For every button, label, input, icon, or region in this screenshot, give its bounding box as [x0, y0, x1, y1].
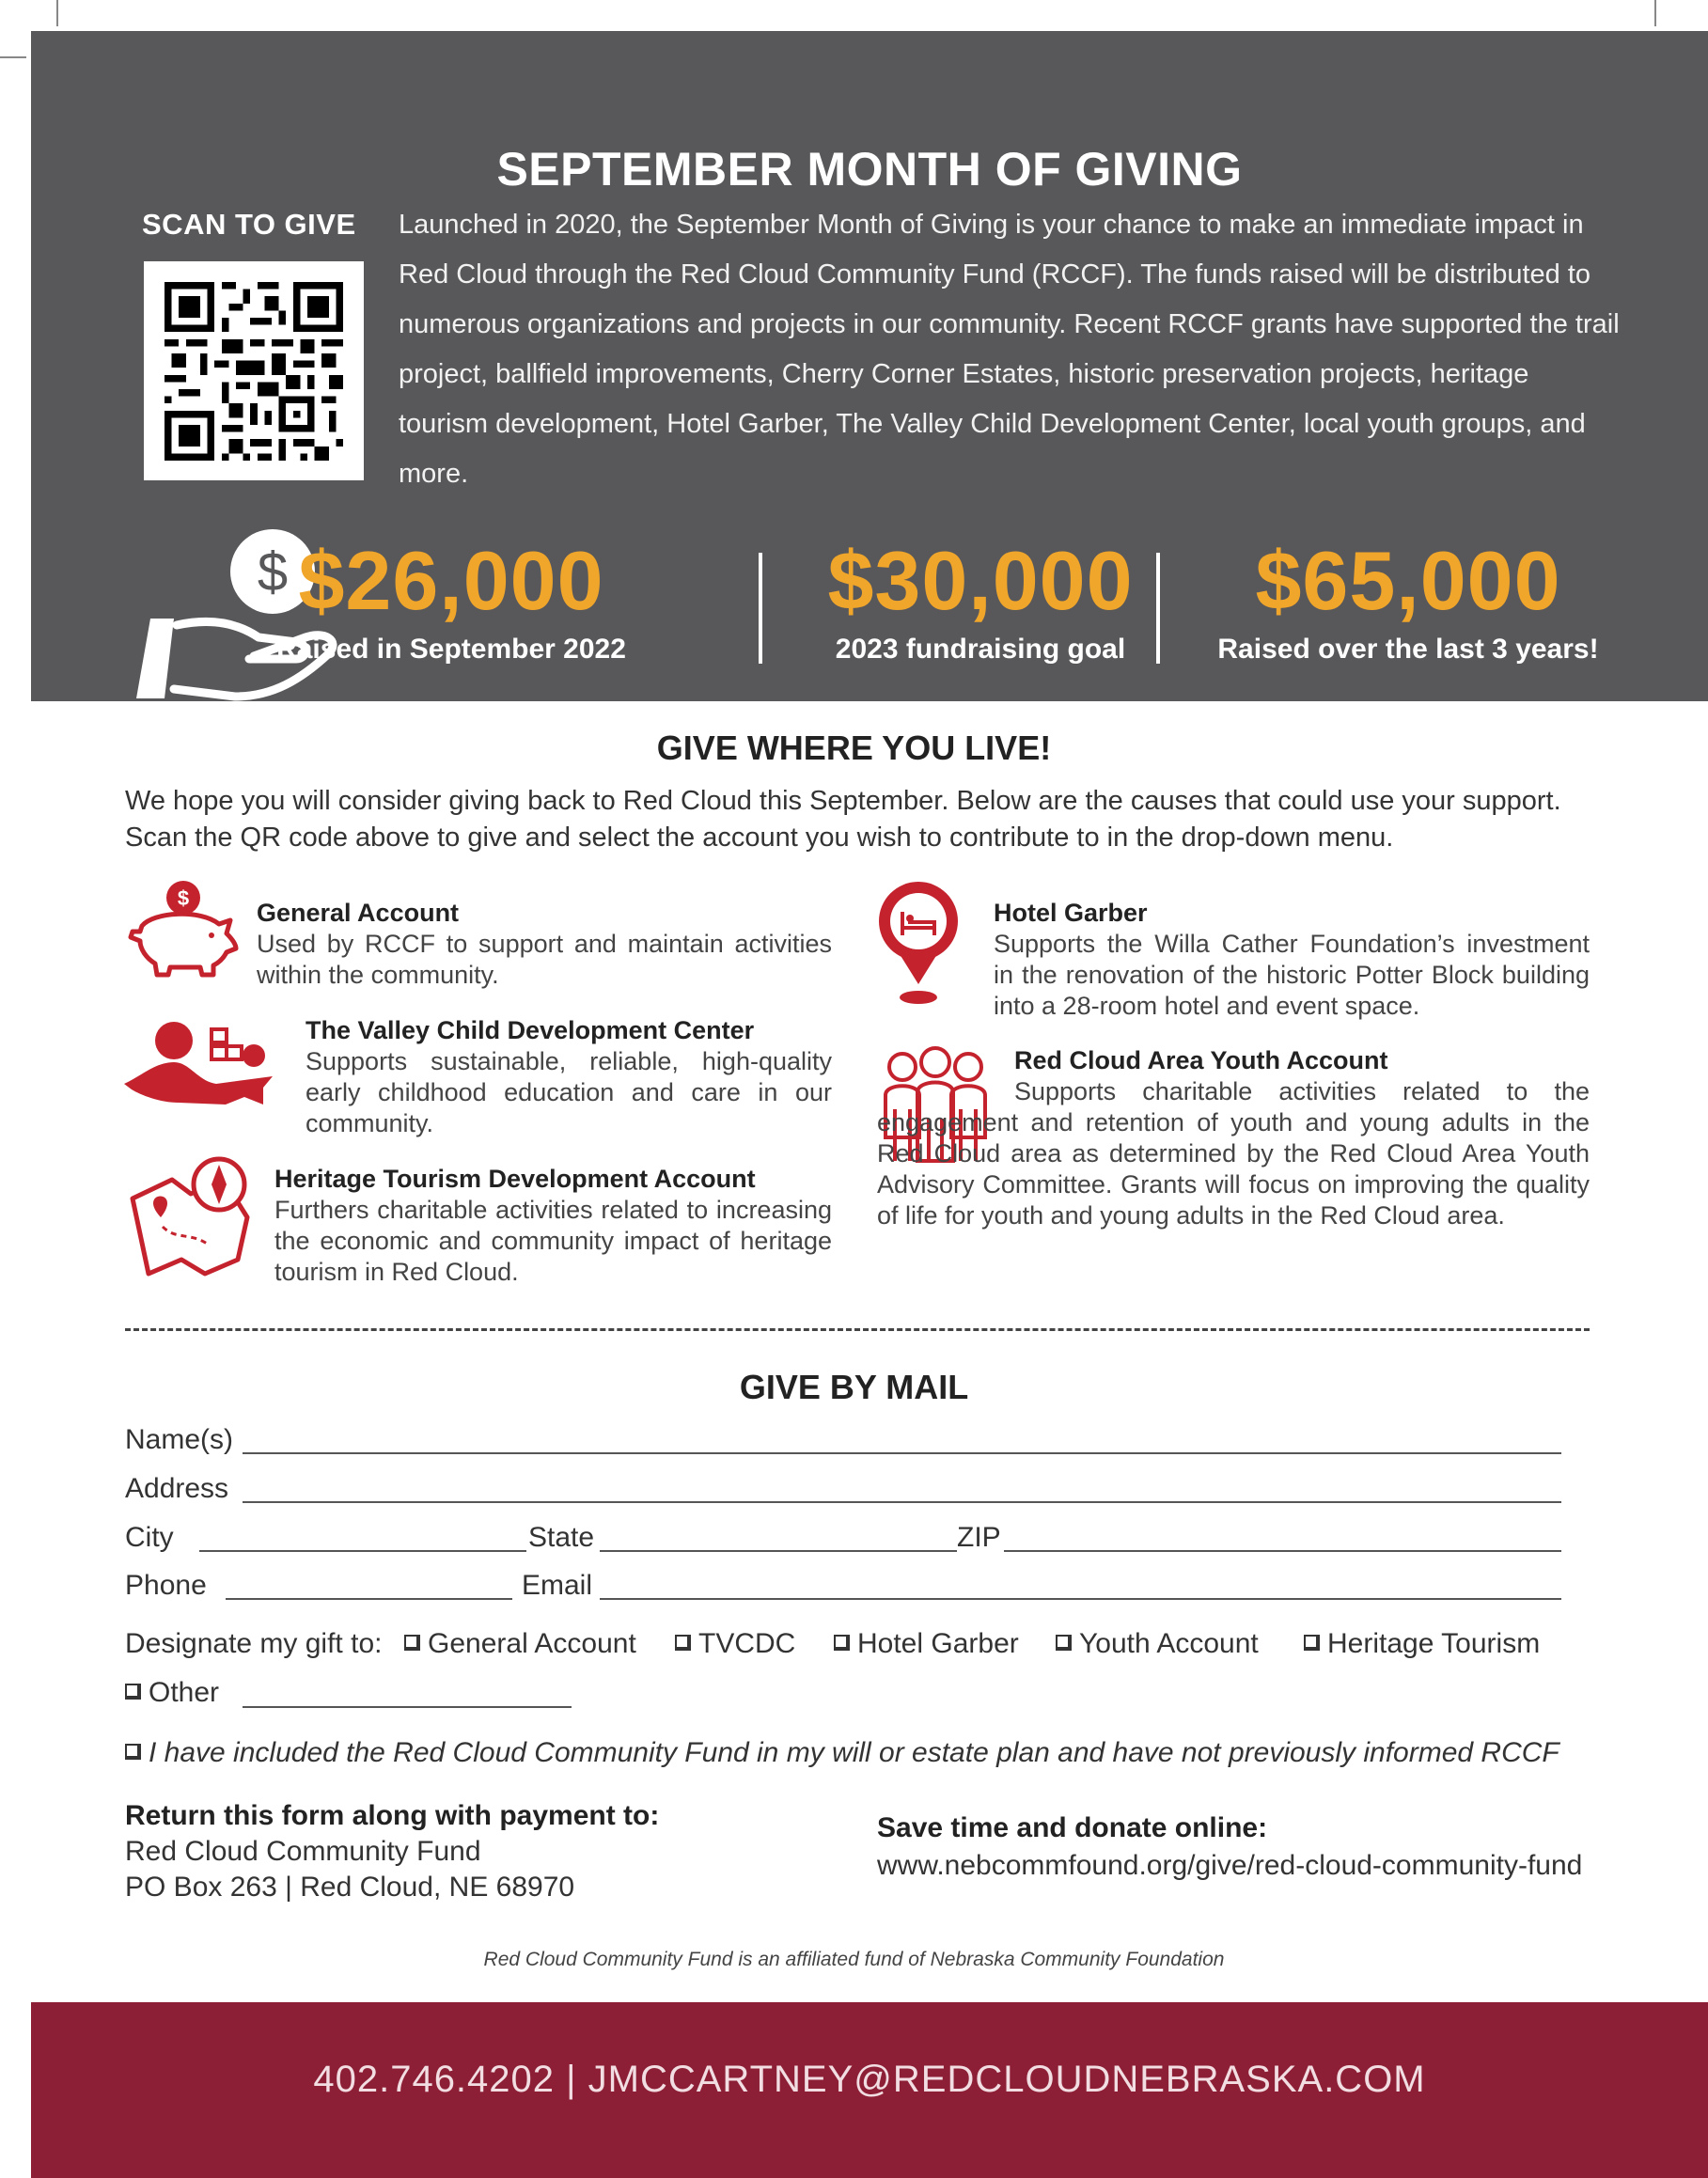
address-label: Address [125, 1473, 229, 1504]
cause-description: Supports the Willa Cather Foundation’s investment in the renovation of the historic Potter Block building into a 28-room hotel and event space. [994, 930, 1590, 1020]
state-field[interactable] [600, 1550, 957, 1552]
footer-contact[interactable]: 402.746.4202 | JMCCARTNEY@REDCLOUDNEBRASKA.COM [313, 2059, 1426, 2100]
stat-divider [1156, 553, 1160, 664]
option-label: Heritage Tourism [1327, 1628, 1541, 1659]
cause-heritage-tourism [274, 1164, 832, 1288]
cause-description: Furthers charitable activities related to increasing the economic and community impact of heritage tourism in Red Cloud. [274, 1196, 832, 1286]
stat-label: Raised in September 2022 [276, 634, 626, 665]
give-where-lead: We hope you will consider giving back to Red Cloud this September. Below are the causes that could use your support. Scan the QR code above to give and select the account you wish to contribute to in the drop-down menu. [125, 786, 1561, 853]
stat-label: Raised over the last 3 years! [1217, 634, 1599, 665]
names-field[interactable] [243, 1452, 1561, 1454]
designate-label: Designate my gift to: [125, 1628, 383, 1659]
option-other[interactable] [125, 1677, 219, 1709]
zip-field[interactable] [1004, 1550, 1561, 1552]
option-label: TVCDC [698, 1628, 796, 1659]
checkbox[interactable] [404, 1635, 420, 1651]
cause-title: General Account [257, 899, 460, 927]
stat-label: 2023 fundraising goal [835, 634, 1126, 665]
online-title: Save time and donate online: [877, 1812, 1268, 1843]
return-address: PO Box 263 | Red Cloud, NE 68970 [125, 1872, 575, 1903]
option-label: General Account [428, 1628, 636, 1659]
other-field[interactable] [243, 1706, 572, 1708]
footer-bar [31, 2002, 1708, 2178]
checkbox[interactable] [125, 1684, 141, 1700]
stat-amount: $30,000 [827, 534, 1134, 627]
phone-field[interactable] [226, 1598, 512, 1600]
estate-checkbox[interactable] [125, 1737, 1559, 1769]
zip-label: ZIP [957, 1522, 1001, 1553]
cause-title-text: Red Cloud Area Youth Account [1014, 1046, 1388, 1074]
hotel-pin-icon [876, 879, 961, 1009]
give-where-title: GIVE WHERE YOU LIVE! [656, 729, 1052, 767]
online-url[interactable]: www.nebcommfound.org/give/red-cloud-community-fund [877, 1850, 1583, 1881]
affiliate-note: Red Cloud Community Fund is an affiliated fund of Nebraska Community Foundation [483, 1949, 1225, 1970]
names-label: Name(s) [125, 1424, 234, 1455]
option-general-account[interactable] [404, 1628, 636, 1660]
piggy-bank-icon [125, 879, 243, 978]
option-tvcdc[interactable] [675, 1628, 795, 1660]
stat-amount: $65,000 [1255, 534, 1561, 627]
page-title: SEPTEMBER MONTH OF GIVING [496, 143, 1243, 196]
stat-raised-3-years [1187, 534, 1629, 666]
phone-label: Phone [125, 1570, 207, 1601]
email-label: Email [522, 1570, 593, 1601]
option-hotel-garber[interactable] [834, 1628, 1019, 1660]
checkbox[interactable] [125, 1744, 141, 1760]
cause-title: Hotel Garber [994, 899, 1148, 927]
return-name: Red Cloud Community Fund [125, 1836, 481, 1867]
checkbox[interactable] [1304, 1635, 1320, 1651]
qr-code-icon [165, 282, 343, 461]
cause-description: Used by RCCF to support and maintain activities within the community. [257, 930, 832, 989]
divider-dashed [125, 1328, 1590, 1331]
state-label: State [528, 1522, 595, 1553]
intro-paragraph: Launched in 2020, the September Month of Giving is your chance to make an immediate impact in Red Cloud through the Red Cloud Community Fund (RCCF). The funds raised will be distributed to numerous organizations and projects in our community. Recent RCCF grants have supported the trail project, ballfield improvements, Cherry Corner Estates, historic preservation projects, heritage tourism development, Hotel Garber, The Valley Child Development Center, local youth groups, and more. [399, 210, 1620, 489]
return-title: Return this form along with payment to: [125, 1800, 660, 1831]
cause-title: The Valley Child Development Center [306, 1016, 755, 1044]
cause-valley-child [306, 1015, 832, 1139]
cause-hotel-garber [994, 898, 1590, 1022]
cause-youth-account [1014, 1045, 1590, 1076]
give-by-mail-title: GIVE BY MAIL [739, 1368, 969, 1406]
crop-mark [56, 0, 58, 26]
crop-mark [1654, 0, 1656, 26]
option-label: Hotel Garber [857, 1628, 1019, 1659]
svg-text:$: $ [257, 541, 289, 603]
address-field[interactable] [243, 1501, 1561, 1503]
cause-youth-account-desc [877, 1076, 1590, 1231]
scan-label: SCAN TO GIVE [142, 208, 356, 241]
option-label: Other [149, 1677, 220, 1708]
checkbox[interactable] [834, 1635, 850, 1651]
option-youth-account[interactable] [1056, 1628, 1259, 1660]
option-heritage-tourism[interactable] [1304, 1628, 1540, 1660]
svg-text:$: $ [177, 886, 190, 910]
stat-divider [759, 553, 762, 664]
city-field[interactable] [199, 1550, 526, 1552]
map-compass-icon [125, 1152, 261, 1293]
cause-general-account [257, 898, 832, 991]
child-play-icon [122, 1020, 277, 1114]
checkbox[interactable] [675, 1635, 691, 1651]
cause-description: Supports charitable activities related to the engagement and retention of youth and young adults in the Red Cloud area as determined by the Red Cloud Area Youth Advisory Committee. Grants will focus on improving the quality of life for youth and young adults in the Red Cloud area. [877, 1077, 1590, 1230]
checkbox[interactable] [1056, 1635, 1072, 1651]
stat-raised-2022 [240, 534, 663, 666]
cause-description: Supports sustainable, reliable, high-quality early childhood education and care in our community. [306, 1047, 832, 1137]
stat-goal-2023 [792, 534, 1168, 666]
crop-mark [0, 56, 26, 58]
email-field[interactable] [600, 1598, 1561, 1600]
estate-text: I have included the Red Cloud Community Fund in my will or estate plan and have not previously informed RCCF [149, 1737, 1559, 1768]
header-panel [31, 31, 1708, 701]
option-label: Youth Account [1079, 1628, 1259, 1659]
cause-title: Heritage Tourism Development Account [274, 1165, 756, 1193]
cause-title [1014, 1045, 1590, 1076]
qr-code[interactable] [144, 261, 364, 480]
city-label: City [125, 1522, 174, 1553]
stat-amount: $26,000 [298, 534, 604, 627]
